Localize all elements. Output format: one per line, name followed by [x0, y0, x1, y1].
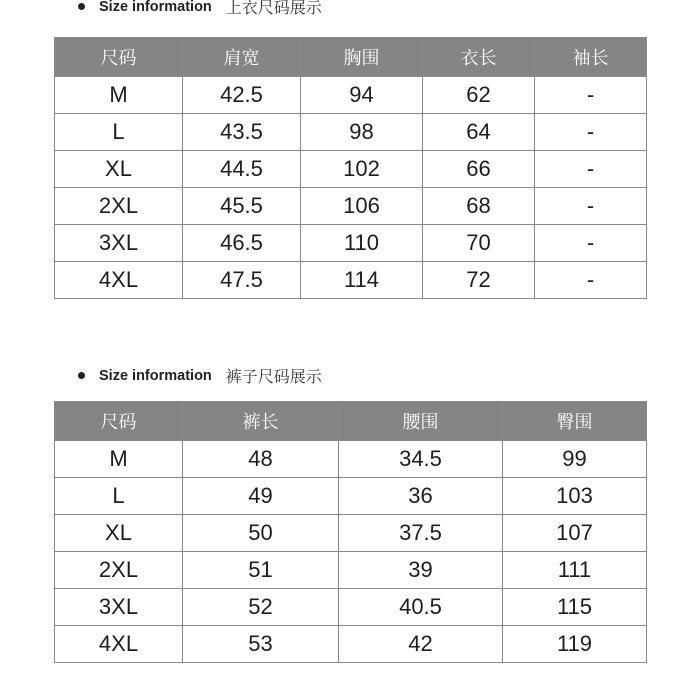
table-cell: 99: [503, 441, 647, 478]
table-cell: -: [535, 114, 647, 151]
table-cell: 2XL: [55, 188, 183, 225]
table-row: [55, 225, 647, 262]
column-header: 胸围: [301, 38, 423, 77]
table-cell: M: [55, 441, 183, 478]
column-header: 腰围: [339, 402, 503, 441]
table-cell: 62: [423, 77, 535, 114]
section-title-en: Size information: [99, 0, 212, 15]
column-header: 裤长: [183, 402, 339, 441]
table-row: [55, 515, 647, 552]
table-cell: 111: [503, 552, 647, 589]
table-cell: -: [535, 77, 647, 114]
table-cell: 42.5: [183, 77, 301, 114]
table-cell: 49: [183, 478, 339, 515]
table-row: [55, 589, 647, 626]
table-cell: 37.5: [339, 515, 503, 552]
table-row: [55, 114, 647, 151]
table-cell: 119: [503, 626, 647, 663]
table-cell: 45.5: [183, 188, 301, 225]
table-cell: M: [55, 77, 183, 114]
table-cell: 53: [183, 626, 339, 663]
table-cell: L: [55, 478, 183, 515]
bullet-icon: [78, 3, 85, 10]
table-cell: -: [535, 225, 647, 262]
column-header: 尺码: [55, 402, 183, 441]
table-row: [55, 478, 647, 515]
table-row: [55, 188, 647, 225]
table-cell: 42: [339, 626, 503, 663]
bullet-icon: [78, 372, 85, 379]
tops-size-table: [54, 37, 647, 299]
pants-section-title: [78, 364, 322, 387]
table-cell: 102: [301, 151, 423, 188]
table-cell: 46.5: [183, 225, 301, 262]
table-header-row: [55, 38, 647, 77]
table-cell: 94: [301, 77, 423, 114]
table-cell: 40.5: [339, 589, 503, 626]
table-cell: 72: [423, 262, 535, 299]
table-cell: 115: [503, 589, 647, 626]
table-cell: 66: [423, 151, 535, 188]
table-cell: 68: [423, 188, 535, 225]
table-cell: 4XL: [55, 626, 183, 663]
table-cell: 50: [183, 515, 339, 552]
table-cell: 107: [503, 515, 647, 552]
table-cell: 47.5: [183, 262, 301, 299]
column-header: 尺码: [55, 38, 183, 77]
column-header: 袖长: [535, 38, 647, 77]
table-cell: XL: [55, 151, 183, 188]
table-cell: 34.5: [339, 441, 503, 478]
table-cell: 3XL: [55, 589, 183, 626]
table-cell: 51: [183, 552, 339, 589]
table-row: [55, 262, 647, 299]
table-cell: 52: [183, 589, 339, 626]
pants-size-table: [54, 401, 647, 663]
table-cell: -: [535, 151, 647, 188]
section-title-zh: 裤子尺码展示: [225, 369, 322, 386]
table-cell: 48: [183, 441, 339, 478]
table-cell: 2XL: [55, 552, 183, 589]
table-cell: 3XL: [55, 225, 183, 262]
section-title-en: Size information: [99, 367, 212, 384]
table-cell: 39: [339, 552, 503, 589]
column-header: 衣长: [423, 38, 535, 77]
table-cell: 114: [301, 262, 423, 299]
column-header: 臀围: [503, 402, 647, 441]
table-cell: 103: [503, 478, 647, 515]
table-row: [55, 77, 647, 114]
table-row: [55, 552, 647, 589]
table-cell: 98: [301, 114, 423, 151]
table-cell: 4XL: [55, 262, 183, 299]
table-cell: 64: [423, 114, 535, 151]
tops-section-title: [78, 0, 322, 18]
table-cell: 70: [423, 225, 535, 262]
table-cell: 36: [339, 478, 503, 515]
table-cell: 110: [301, 225, 423, 262]
table-cell: L: [55, 114, 183, 151]
table-header-row: [55, 402, 647, 441]
table-cell: -: [535, 188, 647, 225]
table-row: [55, 626, 647, 663]
table-row: [55, 151, 647, 188]
table-cell: 43.5: [183, 114, 301, 151]
table-cell: XL: [55, 515, 183, 552]
table-cell: 106: [301, 188, 423, 225]
table-cell: 44.5: [183, 151, 301, 188]
section-title-zh: 上衣尺码展示: [225, 0, 322, 17]
column-header: 肩宽: [183, 38, 301, 77]
table-row: [55, 441, 647, 478]
table-cell: -: [535, 262, 647, 299]
